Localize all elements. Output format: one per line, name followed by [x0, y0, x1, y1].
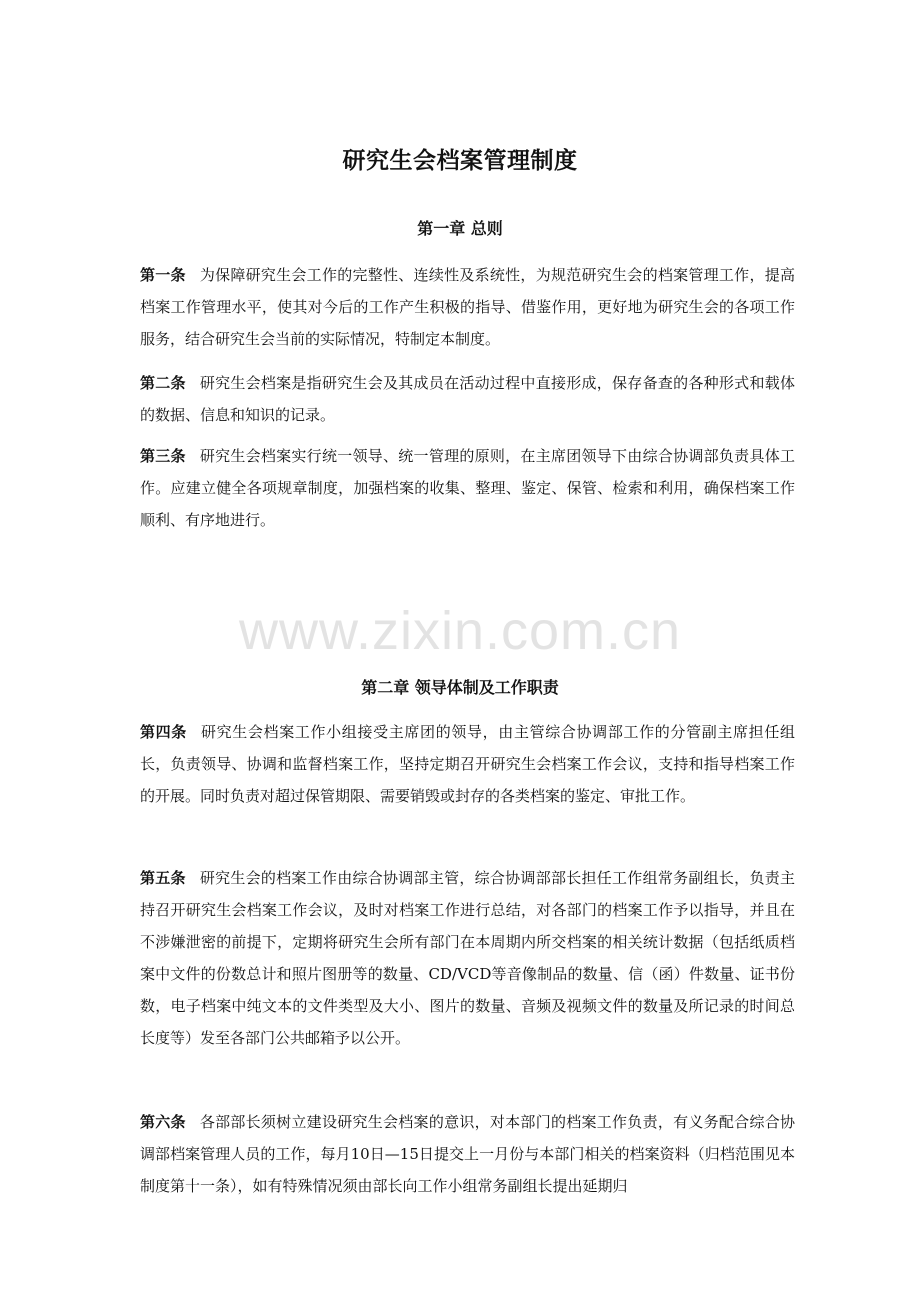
article-label: 第一条 [140, 266, 186, 284]
article-2 [140, 367, 795, 431]
article-text: 各部部长须树立建设研究生会档案的意识，对本部门的档案工作负责，有义务配合综合协调部档案管理人员的工作，每月10日—15日提交上一月份与本部门相关的档案资料（归档范围见本制度第十一条），如有特殊情况须由部长向工作小组常务副组长提出延期归 [140, 1113, 795, 1195]
article-label: 第二条 [140, 374, 186, 392]
article-label: 第五条 [140, 869, 186, 887]
article-5 [140, 862, 795, 1054]
article-1 [140, 259, 795, 355]
document-title: 研究生会档案管理制度 [342, 148, 578, 174]
article-text: 研究生会档案是指研究生会及其成员在活动过程中直接形成，保存备查的各种形式和载体的数据、信息和知识的记录。 [140, 374, 795, 424]
article-text: 研究生会的档案工作由综合协调部主管，综合协调部部长担任工作组常务副组长，负责主持召开研究生会档案工作会议，及时对档案工作进行总结，对各部门的档案工作予以指导，并且在不涉嫌泄密的前提下，定期将研究生会所有部门在本周期内所交档案的相关统计数据（包括纸质档案中文件的份数总计和照片图册等的数量、CD/VCD等音像制品的数量、信（函）件数量、证书份数，电子档案中纯文本的文件类型及大小、图片的数量、音频及视频文件的数量及所记录的时间总长度等）发至各部门公共邮箱予以公开。 [140, 869, 795, 1047]
article-label: 第六条 [140, 1113, 186, 1131]
article-text: 研究生会档案工作小组接受主席团的领导，由主管综合协调部工作的分管副主席担任组长，负责领导、协调和监督档案工作，坚持定期召开研究生会档案工作会议，支持和指导档案工作的开展。同时负责对超过保管期限、需要销毁或封存的各类档案的鉴定、审批工作。 [140, 723, 795, 805]
article-6 [140, 1106, 795, 1202]
chapter-2-heading: 第二章 领导体制及工作职责 [361, 678, 559, 697]
article-3 [140, 440, 795, 536]
article-label: 第四条 [140, 723, 187, 741]
watermark: www.zixin.com.cn [238, 601, 682, 661]
article-text: 为保障研究生会工作的完整性、连续性及系统性，为规范研究生会的档案管理工作，提高档案工作管理水平，使其对今后的工作产生积极的指导、借鉴作用，更好地为研究生会的各项工作服务，结合研究生会当前的实际情况，特制定本制度。 [140, 266, 795, 348]
chapter-1-heading: 第一章 总则 [417, 219, 503, 238]
article-label: 第三条 [140, 447, 186, 465]
article-text: 研究生会档案实行统一领导、统一管理的原则，在主席团领导下由综合协调部负责具体工作。应建立健全各项规章制度，加强档案的收集、整理、鉴定、保管、检索和利用，确保档案工作顺利、有序地进行。 [140, 447, 795, 529]
article-4 [140, 716, 795, 812]
